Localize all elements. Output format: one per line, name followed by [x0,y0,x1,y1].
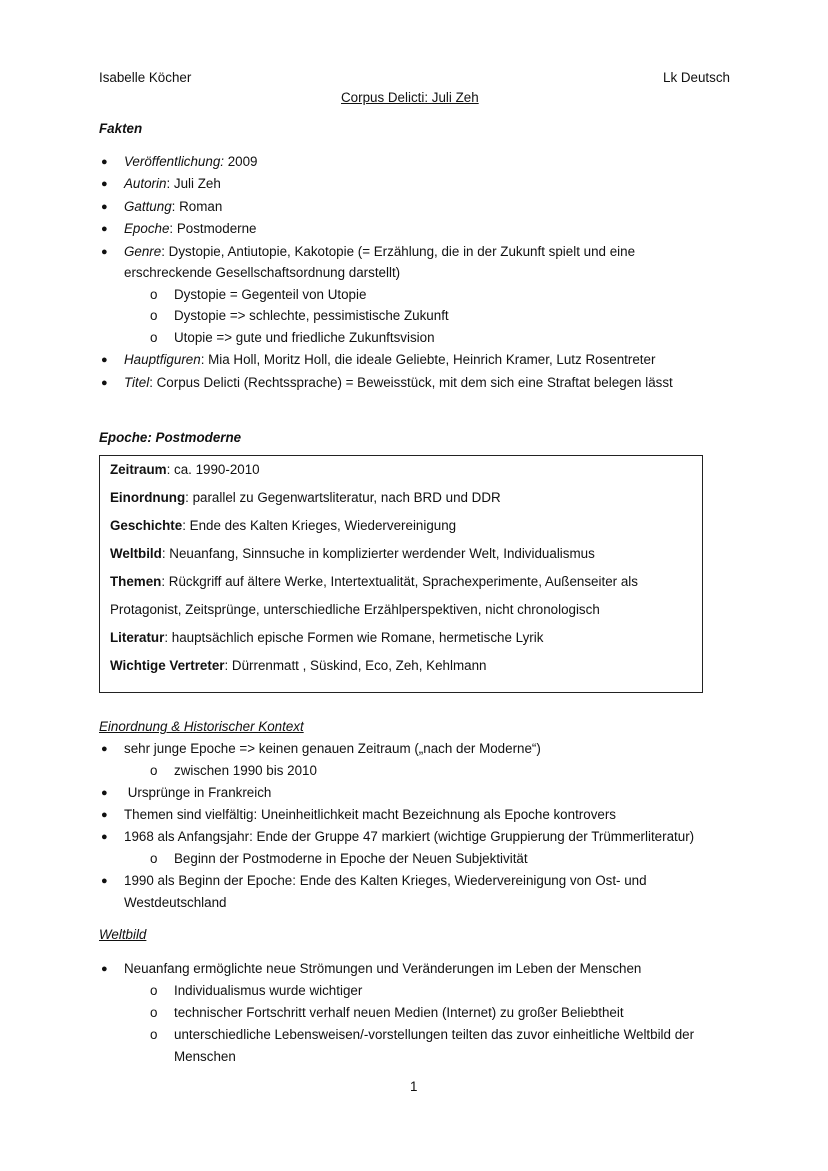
list-item: 1990 als Beginn der Epoche: Ende des Kalten Krieges, Wiedervereinigung von Ost- und [124,873,647,888]
einordnung-heading: Einordnung & Historischer Kontext [99,719,304,734]
list-subitem-continuation: Menschen [174,1049,236,1064]
bullet-icon: ● [101,809,108,821]
bullet-icon: ● [101,377,108,389]
fakten-item: Autorin: Juli Zeh [124,176,221,191]
bullet-icon: ● [101,743,108,755]
epoche-row: Einordnung: parallel zu Gegenwartsliteratur, nach BRD und DDR [110,490,501,505]
list-subitem: Individualismus wurde wichtiger [174,983,363,998]
genre-sub-item: Dystopie => schlechte, pessimistische Zukunft [174,308,449,323]
fakten-heading: Fakten [99,121,143,136]
document-title: Corpus Delicti: Juli Zeh [341,90,479,105]
bullet-icon: ● [101,201,108,213]
bullet-icon: ● [101,223,108,235]
bullet-icon: ● [101,787,108,799]
epoche-heading: Epoche: Postmoderne [99,430,242,445]
list-subitem: Beginn der Postmoderne in Epoche der Neuen Subjektivität [174,851,528,866]
fakten-item-continuation: erschreckende Gesellschaftsordnung darstellt) [124,265,401,280]
bullet-icon: ● [101,246,108,258]
epoche-row: Geschichte: Ende des Kalten Krieges, Wiedervereinigung [110,518,457,533]
circle-bullet-icon: o [150,1005,158,1020]
epoche-row: Protagonist, Zeitsprünge, unterschiedliche Erzählperspektiven, nicht chronologisch [110,602,600,617]
list-item-continuation: Westdeutschland [124,895,227,910]
author-name: Isabelle Köcher [99,70,192,85]
list-item: sehr junge Epoche => keinen genauen Zeitraum („nach der Moderne“) [124,741,541,756]
course-name: Lk Deutsch [663,70,730,85]
genre-sub-item: Dystopie = Gegenteil von Utopie [174,287,367,302]
circle-bullet-icon: o [150,983,158,998]
circle-bullet-icon: o [150,308,158,323]
epoche-row: Weltbild: Neuanfang, Sinnsuche in komplizierter werdender Welt, Individualismus [110,546,595,561]
list-subitem: zwischen 1990 bis 2010 [174,763,317,778]
circle-bullet-icon: o [150,330,158,345]
fakten-item: Hauptfiguren: Mia Holl, Moritz Holl, die ideale Geliebte, Heinrich Kramer, Lutz Rosentreter [124,352,656,367]
fakten-item: Genre: Dystopie, Antiutopie, Kakotopie (= Erzählung, die in der Zukunft spielt und eine [124,244,636,259]
bullet-icon: ● [101,831,108,843]
list-subitem: technischer Fortschritt verhalf neuen Medien (Internet) zu großer Beliebtheit [174,1005,624,1020]
bullet-icon: ● [101,354,108,366]
circle-bullet-icon: o [150,851,158,866]
list-item: Ursprünge in Frankreich [124,785,272,800]
circle-bullet-icon: o [150,763,158,778]
list-item: 1968 als Anfangsjahr: Ende der Gruppe 47 markiert (wichtige Gruppierung der Trümmerliteratur) [124,829,695,844]
fakten-item: Epoche: Postmoderne [124,221,257,236]
fakten-item: Veröffentlichung: 2009 [124,154,258,169]
page-number: 1 [410,1079,418,1094]
bullet-icon: ● [101,875,108,887]
list-item: Neuanfang ermöglichte neue Strömungen und Veränderungen im Leben der Menschen [124,961,642,976]
weltbild-heading: Weltbild [99,927,147,942]
epoche-row: Zeitraum: ca. 1990-2010 [110,462,260,477]
epoche-row: Literatur: hauptsächlich epische Formen wie Romane, hermetische Lyrik [110,630,544,645]
fakten-item: Gattung: Roman [124,199,223,214]
epoche-row: Themen: Rückgriff auf ältere Werke, Intertextualität, Sprachexperimente, Außenseiter als [110,574,638,589]
circle-bullet-icon: o [150,287,158,302]
bullet-icon: ● [101,156,108,168]
bullet-icon: ● [101,178,108,190]
list-item: Themen sind vielfältig: Uneinheitlichkeit macht Bezeichnung als Epoche kontrovers [124,807,616,822]
circle-bullet-icon: o [150,1027,158,1042]
genre-sub-item: Utopie => gute und friedliche Zukunftsvision [174,330,435,345]
list-subitem: unterschiedliche Lebensweisen/-vorstellungen teilten das zuvor einheitliche Weltbild der [174,1027,695,1042]
fakten-item: Titel: Corpus Delicti (Rechtssprache) = Beweisstück, mit dem sich eine Straftat belegen lässt [124,375,673,390]
epoche-row: Wichtige Vertreter: Dürrenmatt , Süskind, Eco, Zeh, Kehlmann [110,658,487,673]
bullet-icon: ● [101,963,108,975]
